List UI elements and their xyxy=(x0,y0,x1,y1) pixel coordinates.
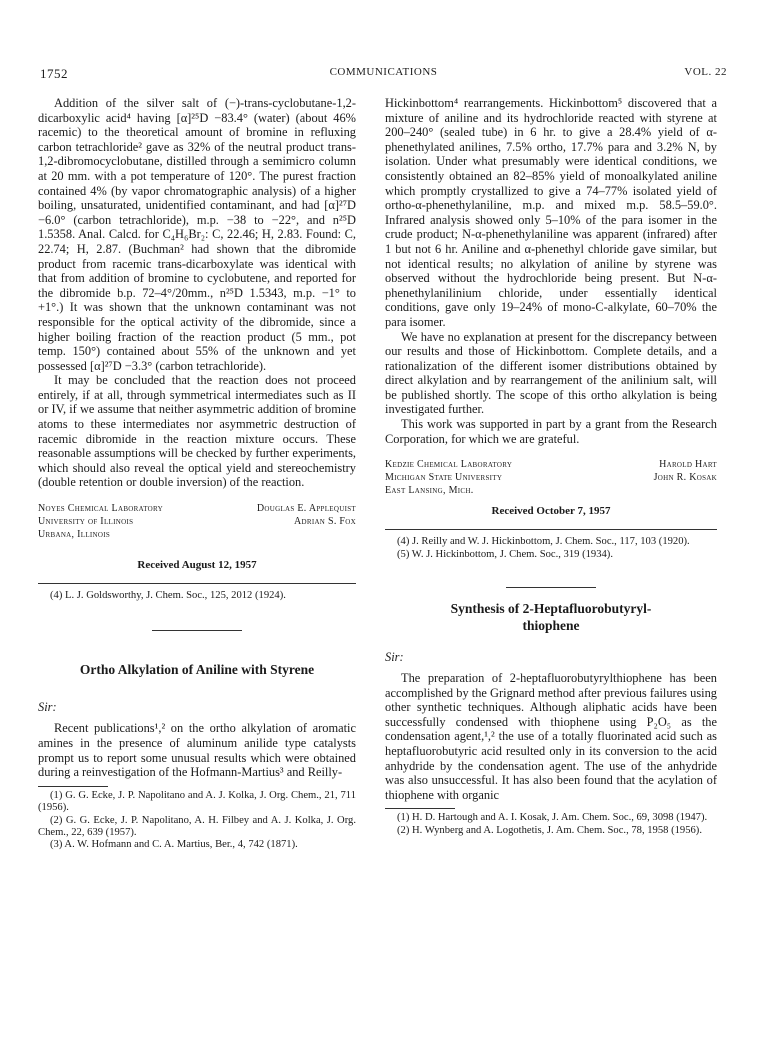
paragraph: This work was supported in part by a grant from the Research Corporation, for which we are grateful. xyxy=(385,417,717,446)
lab-name: Noyes Chemical Laboratory xyxy=(38,503,163,515)
paragraph: We have no explanation at present for the discrepancy between our results and those of Hickinbottom. Complete details, and a rationalization of the different isomer distributions obtained by direct alkylation and by rearrangement of the anilinium salt, will be published shortly. The scope of this ortho alkylation is being investigated further. xyxy=(385,329,717,417)
divider xyxy=(385,529,717,530)
author-name: Douglas E. Applequist xyxy=(256,503,356,515)
paragraph: It may be concluded that the reaction does not proceed entirely, if at all, through symmetrical intermediates such as II or IV, if we assume that neither asymmetric addition of bromine atoms to these intermediates nor asymmetric destruction of racemic dibromide in the reaction mixture occurs. These reasonable assumptions will be checked by further experiments, which should also reveal the optical yield and stereochemistry (double retention or double inversion) of the reaction. xyxy=(38,373,356,490)
paragraph: Recent publications¹,² on the ortho alkylation of aromatic amines in the presence of aluminum anilide type catalysts prompt us to report some unusual results which were obtained during a reinvestigation of the Hofmann-Martius³ and Reilly- xyxy=(38,721,356,780)
location-name: Urbana, Illinois xyxy=(38,529,111,541)
author-signature xyxy=(385,458,717,497)
left-column xyxy=(38,96,356,852)
divider xyxy=(506,587,596,588)
footnote: (1) H. D. Hartough and A. I. Kosak, J. Am. Chem. Soc., 69, 3098 (1947). xyxy=(397,812,708,824)
footnote-divider xyxy=(38,786,108,787)
institution-name: Michigan State University xyxy=(385,472,503,484)
salutation: Sir: xyxy=(38,700,57,715)
paragraph: The preparation of 2-heptafluorobutyrylthiophene has been accomplished by the Grignard method after previous failures using other synthetic techniques. Although aliphatic acids have been successfully condensed with thiophene using P₂O₅ as the condensation agent,¹,² the use of a totally fluorinated acid such as heptafluorobutyric acid resulted only in its conversion to the acid anhydride by the condensation agent. The use of the anhydride was also unsuccessful. It has also been found that the acylation of thiophene with organic xyxy=(385,671,717,802)
footnote: (4) J. Reilly and W. J. Hickinbottom, J. Chem. Soc., 117, 103 (1920). xyxy=(397,536,690,548)
author-signature xyxy=(38,502,356,541)
footnote: (4) L. J. Goldsworthy, J. Chem. Soc., 125, 2012 (1924). xyxy=(50,590,286,602)
article-title-line: thiophene xyxy=(522,618,580,634)
author-name: John R. Kosak xyxy=(653,472,717,484)
article-title: Ortho Alkylation of Aniline with Styrene xyxy=(79,662,315,678)
footnote: (2) G. G. Ecke, J. P. Napolitano, A. H. Filbey and A. J. Kolka, J. Org. Chem., 22, 639 (1957). xyxy=(38,814,356,839)
footnote: (3) A. W. Hofmann and C. A. Martius, Ber., 4, 742 (1871). xyxy=(50,839,298,851)
volume-label: VOL. 22 xyxy=(684,66,727,78)
location-name: East Lansing, Mich. xyxy=(385,485,474,497)
author-name: Harold Hart xyxy=(659,459,717,471)
footnote: (2) H. Wynberg and A. Logothetis, J. Am. Chem. Soc., 78, 1958 (1956). xyxy=(397,824,702,836)
received-date: Received August 12, 1957 xyxy=(137,559,257,572)
institution-name: University of Illinois xyxy=(38,516,134,528)
page-header xyxy=(40,66,727,82)
footnote: (1) G. G. Ecke, J. P. Napolitano and A. J. Kolka, J. Org. Chem., 21, 711 (1956). xyxy=(38,789,356,814)
article-title-line: Synthesis of 2-Heptafluorobutyryl- xyxy=(450,601,652,617)
running-title: COMMUNICATIONS xyxy=(329,66,438,78)
received-date: Received October 7, 1957 xyxy=(491,505,611,518)
author-name: Adrian S. Fox xyxy=(293,516,356,528)
paragraph: Hickinbottom⁴ rearrangements. Hickinbottom⁵ discovered that a mixture of aniline and its hydrochloride reacted with styrene at 200–240° (sealed tube) in 6 hr. to give a 28.4% yield of α-phenethylated anilines, 7.5% ortho, 17.7% para and 3.2% N, by isolation. Under what presumably were identical conditions, we consistently obtained an 82–85% yield of monoalkylated aniline which promptly crystallized to give a 74–77% isolated yield of ortho-α-phenethylaniline, m.p. and mixed m.p. 58.5–59.0°. Infrared analysis showed only 5–10% of the para isomer in the crude product; N-α-phenethylaniline was apparent (infrared) after 1 but not 6 hr. Aniline and α-phenethyl chloride gave similar, but not identical results; no alkylation of aniline by styrene was observed without the hydrochloride being present. But N-α-phenethylanilinium chloride, under essentially identical conditions, gave only 19–24% of mono-C-alkylate, 60–70% the para isomer. xyxy=(385,96,717,329)
lab-name: Kedzie Chemical Laboratory xyxy=(385,459,513,471)
page-number: 1752 xyxy=(40,66,68,81)
divider xyxy=(38,583,356,584)
divider xyxy=(152,630,242,631)
footnote: (5) W. J. Hickinbottom, J. Chem. Soc., 319 (1934). xyxy=(397,548,613,560)
right-column xyxy=(385,96,717,837)
article-title xyxy=(385,600,717,634)
salutation: Sir: xyxy=(385,650,404,665)
paragraph: Addition of the silver salt of (−)-trans-cyclobutane-1,2-dicarboxylic acid⁴ having [α]²⁵D −83.4° (water) (about 46% racemic) to the theoretical amount of bromine in refluxing carbon tetrachloride² gave as 32% of the neutral product trans-1,2-dibromocyclobutane, distilled through a semimicro column at 20 mm. with a pot temperature of 120°. The purest fraction contained 4% (by vapor chromatographic analysis) of a higher boiling, unsaturated, unidentified contaminant, and had [α]²⁷D −6.0° (carbon tetrachloride), m.p. −38 to −22°, and n²⁵D 1.5358. Anal. Calcd. for C₄H₆Br₂: C, 22.46; H, 2.83. Found: C, 22.74; H, 2.87. (Buchman² had shown that the dibromide product from racemic trans-dicarboxylate was identical with that from addition of bromine to cyclobutene, and reported for the dibromide b.p. 72–4°/20mm., n²⁵D 1.5343, m.p. −1° to +1°.) It was shown that the unknown contaminant was not responsible for the optical activity of the dibromide, since a higher boiling fraction of the reaction product (5 mm., pot temp. 150°) contained about 55% of the unknown and yet possessed [α]²⁷D −3.3° (carbon tetrachloride). xyxy=(38,96,356,373)
footnote-divider xyxy=(385,808,455,809)
